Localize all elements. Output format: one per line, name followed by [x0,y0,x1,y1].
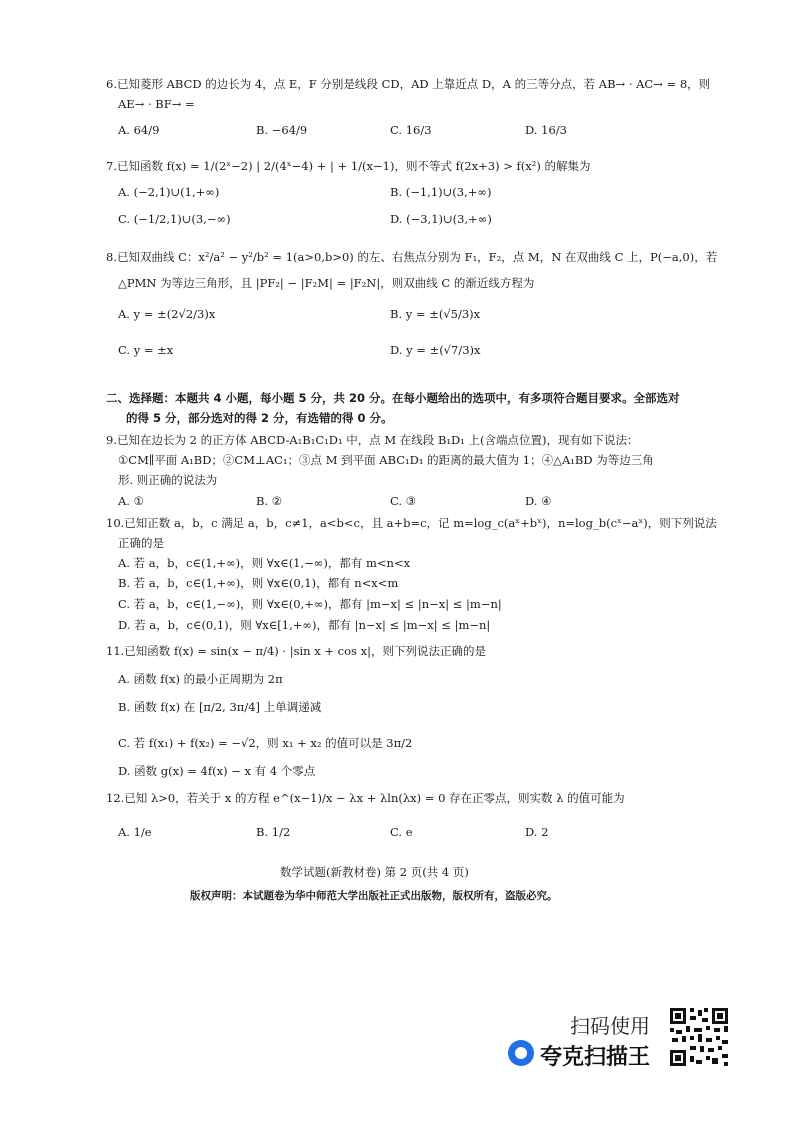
q10-line-2: 正确的是 [118,536,164,550]
q8-option-c: C. y = ±x [118,343,174,357]
q10-line-1: 10.已知正数 a，b，c 满足 a，b，c≠1，a<b<c，且 a+b=c，记 m=log_c(aˣ+bˣ)，n=log_b(cˣ−aˣ)，则下列说法 [106,516,717,530]
q10-option-d: D. 若 a，b，c∈(0,1)，则 ∀x∈[1,+∞)，都有 |n−x| ≤ |m−x| ≤ |m−n| [118,618,491,632]
q6-option-c: C. 16/3 [390,123,432,137]
q9-line-2: ①CM∥平面 A₁BD；②CM⊥AC₁；③点 M 到平面 ABC₁D₁ 的距离的最大值为 1；④△A₁BD 为等边三角 [118,453,654,467]
q12-line-1: 12.已知 λ>0，若关于 x 的方程 e^(x−1)/x − λx + λln(λx) = 0 存在正零点，则实数 λ 的值可能为 [106,791,625,805]
q7-option-c: C. (−1/2,1)∪(3,−∞) [118,212,231,226]
q11-option-c: C. 若 f(x₁) + f(x₂) = −√2，则 x₁ + x₂ 的值可以是 3π/2 [118,736,413,750]
q10-option-b: B. 若 a，b，c∈(1,+∞)，则 ∀x∈(0,1)，都有 n<x<m [118,576,399,590]
q9-option-d: D. ④ [525,494,552,508]
page-number-label: 数学试题(新教材卷) 第 2 页(共 4 页) [280,865,469,879]
q9-line-3: 形. 则正确的说法为 [118,473,218,487]
q6-option-a: A. 64/9 [118,123,160,137]
scan-to-use-label: 扫码使用 [570,1014,650,1038]
q9-line-1: 9.已知在边长为 2 的正方体 ABCD-A₁B₁C₁D₁ 中，点 M 在线段 B₁D₁ 上(含端点位置)，现有如下说法： [106,433,639,447]
quark-logo-icon [508,1040,534,1066]
q7-option-b: B. (−1,1)∪(3,+∞) [390,185,492,199]
q7-line-1: 7.已知函数 f(x) = 1/(2ˣ−2) | 2/(4ˣ−4) + | + 1/(x−1)，则不等式 f(2x+3) > f(x²) 的解集为 [106,159,591,173]
q9-option-a: A. ① [118,494,144,508]
q11-line-1: 11.已知函数 f(x) = sin(x − π/4) · |sin x + cos x|，则下列说法正确的是 [106,644,486,658]
q8-option-a: A. y = ±(2√2/3)x [118,307,216,321]
q9-option-c: C. ③ [390,494,417,508]
q8-line-2: △PMN 为等边三角形，且 |PF₂| − |F₂M| = |F₂N|，则双曲线 C 的渐近线方程为 [118,276,535,290]
q8-line-1: 8.已知双曲线 C：x²/a² − y²/b² = 1(a>0,b>0) 的左、右焦点分别为 F₁，F₂，点 M，N 在双曲线 C 上，P(−a,0)，若 [106,250,718,264]
copyright-notice: 版权声明：本试题卷为华中师范大学出版社正式出版物，版权所有，盗版必究。 [190,890,558,902]
q12-option-a: A. 1/e [118,825,152,839]
scanner-brand-name: 夸克扫描王 [540,1045,651,1070]
q7-option-a: A. (−2,1)∪(1,+∞) [118,185,220,199]
q12-option-d: D. 2 [525,825,549,839]
q12-option-b: B. 1/2 [256,825,291,839]
q10-option-a: A. 若 a，b，c∈(1,+∞)，则 ∀x∈(1,−∞)，都有 m<n<x [118,556,411,570]
q11-option-a: A. 函数 f(x) 的最小正周期为 2π [118,672,283,686]
q8-option-d: D. y = ±(√7/3)x [390,343,481,357]
section2-heading-line-2: 的得 5 分，部分选对的得 2 分，有选错的得 0 分。 [126,411,393,425]
q6-option-b: B. −64/9 [256,123,308,137]
q11-option-b: B. 函数 f(x) 在 [π/2, 3π/4] 上单调递减 [118,700,322,714]
q11-option-d: D. 函数 g(x) = 4f(x) − x 有 4 个零点 [118,764,316,778]
q6-line-2: AE→ · BF→ = [118,97,195,111]
q8-option-b: B. y = ±(√5/3)x [390,307,481,321]
q10-option-c: C. 若 a，b，c∈(1,−∞)，则 ∀x∈(0,+∞)，都有 |m−x| ≤ |n−x| ≤ |m−n| [118,597,502,611]
section2-heading-line-1: 二、选择题：本题共 4 小题，每小题 5 分，共 20 分。在每小题给出的选项中，有多项符合题目要求。全部选对 [106,391,680,405]
q7-option-d: D. (−3,1)∪(3,+∞) [390,212,492,226]
qr-code-icon[interactable] [668,1006,730,1068]
q12-option-c: C. e [390,825,413,839]
q9-option-b: B. ② [256,494,283,508]
q6-line-1: 6.已知菱形 ABCD 的边长为 4，点 E，F 分别是线段 CD，AD 上靠近点 D，A 的三等分点，若 AB→ · AC→ = 8，则 [106,77,711,91]
q6-option-d: D. 16/3 [525,123,567,137]
